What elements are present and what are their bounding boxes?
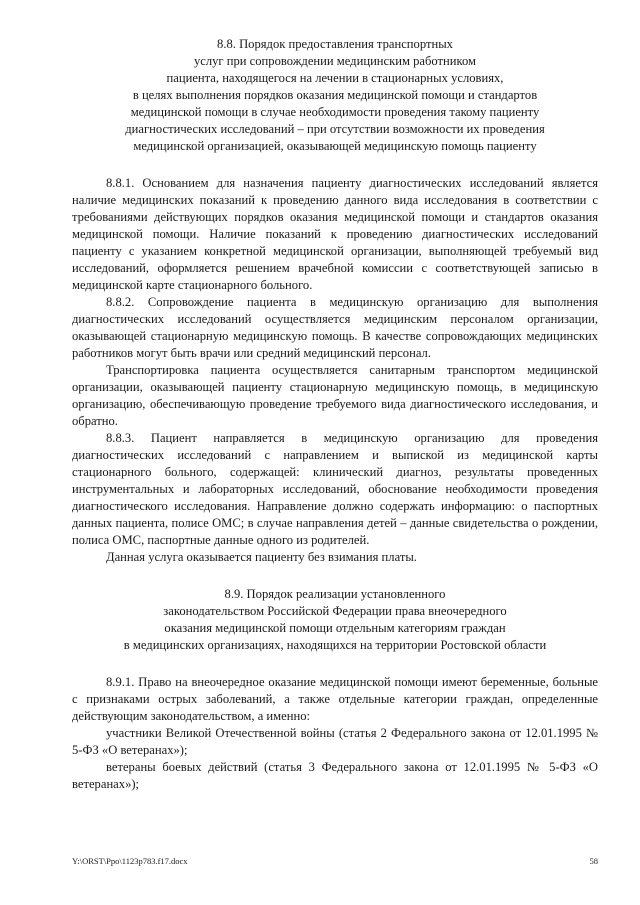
section-8-8-body [72,175,598,566]
paragraph-8-8-3: 8.8.3. Пациент направляется в медицинскую организацию для проведения диагностических исследований с направлением и выпиской из медицинской карты стационарного больного, содержащей: клинический диагноз, результаты проведенных инструментальных и лабораторных исследований, обоснование необходимости проведения диагностического исследования. Направление должно содержать информацию: о паспортных данных пациента, полисе ОМС; в случае направления детей – данные свидетельства о рождении, полиса ОМС, паспортные данные одного из родителей. [72,431,598,547]
heading-line: медицинской помощи в случае необходимости проведения такому пациенту [130,105,540,119]
paragraph-free-service: Данная услуга оказывается пациенту без взимания платы. [106,550,417,564]
heading-line: оказания медицинской помощи отдельным категориям граждан [164,621,506,635]
paragraph-combat-veterans: ветераны боевых действий (статья 3 Федерального закона от 12.01.1995 № 5-ФЗ «О ветеранах»); [72,760,598,791]
section-8-8-heading [72,36,598,155]
heading-line: в целях выполнения порядков оказания медицинской помощи и стандартов [132,88,538,102]
heading-line: пациента, находящегося на лечении в стационарных условиях, [166,71,504,85]
heading-line: диагностических исследований – при отсутствии возможности их проведения [125,122,545,136]
section-8-9-body [72,674,598,793]
heading-line: медицинской организацией, оказывающей медицинскую помощь пациенту [133,139,537,153]
heading-line: законодательством Российской Федерации права внеочередного [163,604,507,618]
paragraph-wwii-participants: участники Великой Отечественной войны (статья 2 Федерального закона от 12.01.1995 № 5-ФЗ «О ветеранах»); [72,726,598,757]
section-8-9-heading [72,586,598,654]
document-page [72,36,598,793]
page-footer [72,856,598,867]
heading-line: услуг при сопровождении медицинским работником [193,54,477,68]
paragraph-8-8-1: 8.8.1. Основанием для назначения пациенту диагностических исследований является наличие медицинских показаний к проведению данного вида исследования в соответствии с требованиями действующих порядков оказания медицинской помощи и стандартов оказания медицинской помощи. Наличие показаний к проведению диагностических исследований пациенту с указанием конкретной медицинской организации, выполняющей требуемый вид исследований, оформляется решением врачебной комиссии с соответствующей записью в медицинской карте стационарного больного. [72,176,598,292]
paragraph-8-9-1: 8.9.1. Право на внеочередное оказание медицинской помощи имеют беременные, больные с признаками острых заболеваний, а также отдельные категории граждан, определенные действующим законодательством, а именно: [72,675,598,723]
paragraph-8-8-2: 8.8.2. Сопровождение пациента в медицинскую организацию для выполнения диагностических исследований осуществляется медицинским персоналом организации, оказывающей стационарную медицинскую помощь. В качестве сопровождающих медицинских работников могут быть врачи или средний медицинский персонал. [72,295,598,360]
heading-line: 8.8. Порядок предоставления транспортных [217,37,453,51]
paragraph-transport: Транспортировка пациента осуществляется санитарным транспортом медицинской организации, оказывающей пациенту стационарную медицинскую помощь, в медицинскую организацию, обеспечивающую проведение требуемого вида диагностического исследования, и обратно. [72,363,598,428]
heading-line: 8.9. Порядок реализации установленного [224,587,446,601]
footer-page-number: 58 [589,856,598,866]
footer-file-path: Y:\ORST\Ppo\1123p783.f17.docx [72,856,188,866]
heading-line: в медицинских организациях, находящихся на территории Ростовской области [123,638,547,652]
